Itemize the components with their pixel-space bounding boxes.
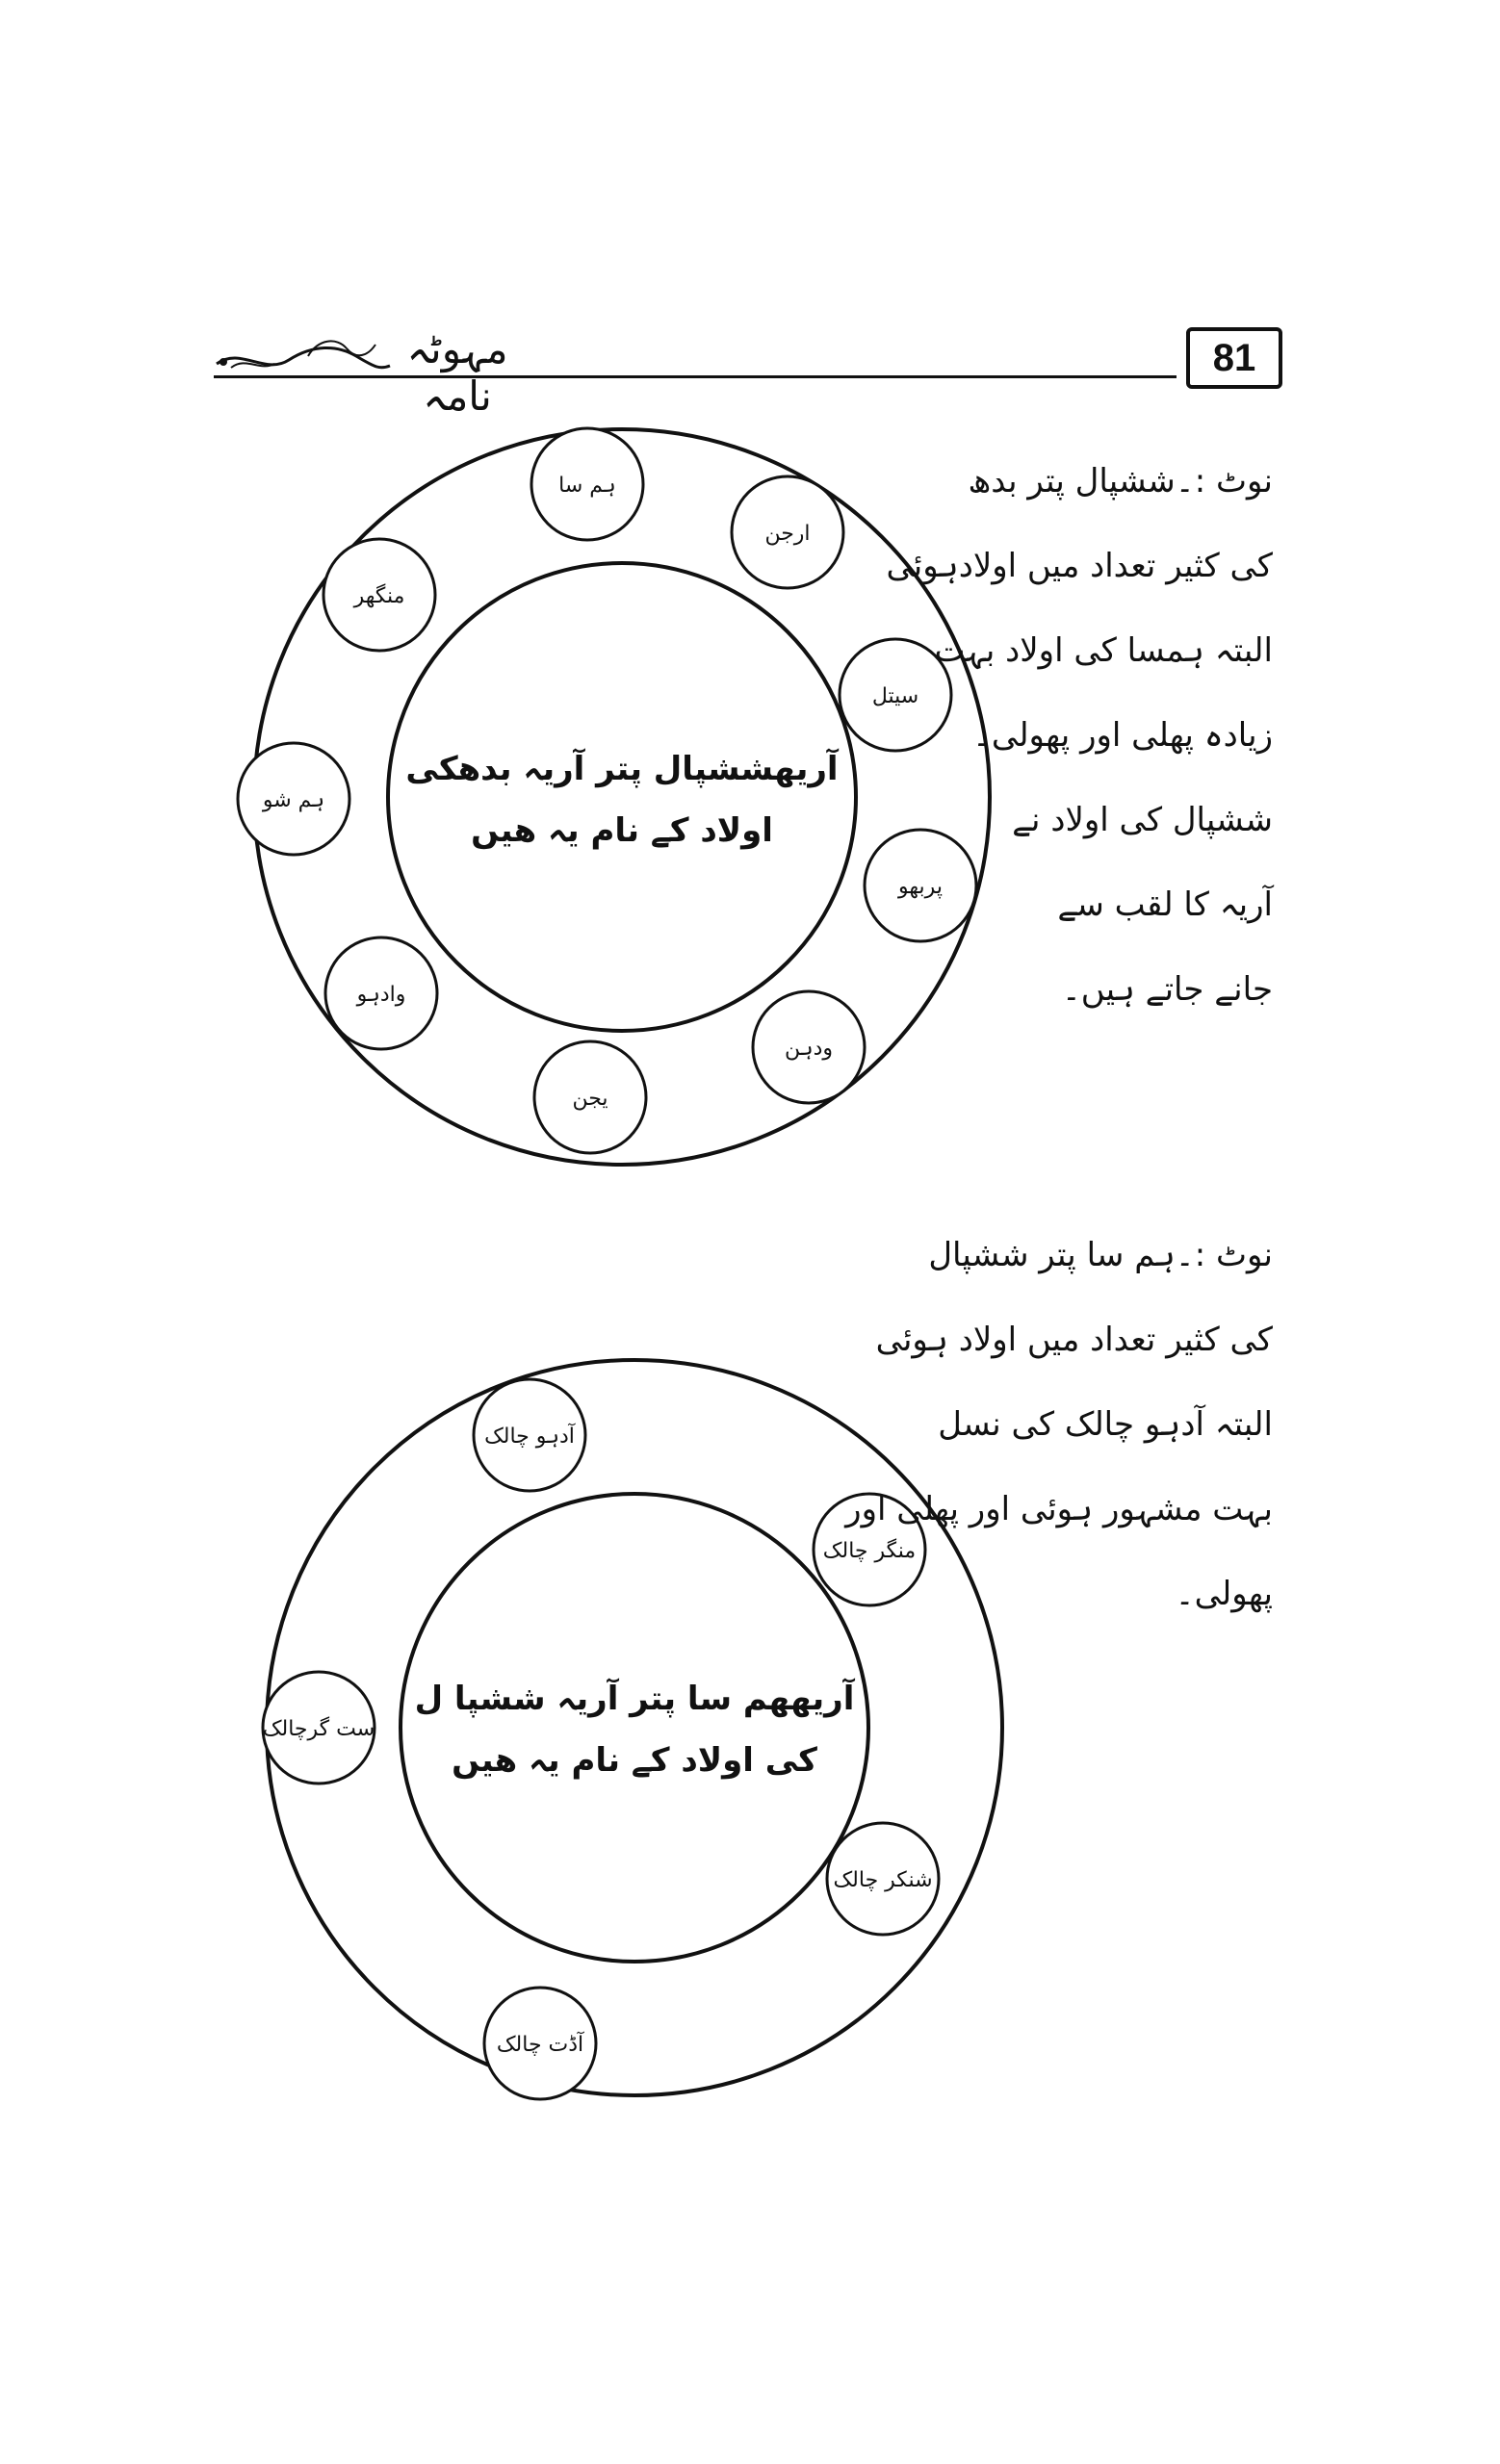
diagram1-name-node: [753, 991, 865, 1103]
diagram2-name-node: [484, 1988, 596, 2099]
diagram1-name-label: وادہو: [356, 983, 406, 1007]
diagram1-name-label: سیتل: [871, 684, 919, 708]
diagram1-center-line-1: آریھششپال پتر آریہ بدھکی: [405, 750, 839, 788]
diagram1-center-line-2: اولاد کے نام یہ ھیں: [471, 811, 773, 850]
note1-line: جانے جاتے ہیں۔: [1061, 970, 1273, 1009]
diagram2-name-label: آدہو چالک: [484, 1424, 575, 1449]
diagram2-name-label: شنکر چالک: [833, 1868, 933, 1892]
note1-line: ششپال کی اولاد نے: [1012, 801, 1273, 839]
diagram1-name-label: پربھو: [898, 875, 943, 899]
diagram1-name-label: منگھر: [353, 584, 405, 608]
diagram1-name-node: [325, 937, 437, 1049]
diagram1-name-label: ہم شو: [262, 788, 325, 812]
diagram1-name-node: [732, 476, 843, 588]
note2-line: البتہ آدہو چالک کی نسل: [938, 1405, 1273, 1444]
diagram1-name-node: [238, 743, 349, 855]
note2-line: بہت مشہور ہوئی اور پھلی اور: [845, 1490, 1273, 1528]
diagram1-name-label: ارجن: [764, 522, 811, 546]
diagram2-name-node: [827, 1823, 939, 1935]
note2-line: کی کثیر تعداد میں اولاد ہوئی: [875, 1321, 1273, 1359]
note1-line: آریہ کا لقب سے: [1057, 886, 1273, 924]
diagram2-center-line-1: آریھھم سا پتر آریہ ششپا ل: [414, 1680, 855, 1718]
diagram2-name-label: آڈت چالک: [496, 2033, 584, 2057]
note1-line: کی کثیر تعداد میں اولادہوئی: [886, 547, 1273, 585]
diagram1-name-label: ودہن: [784, 1037, 834, 1061]
diagram2-inner-circle: [401, 1494, 868, 1962]
note2-line: پھولی۔: [1175, 1575, 1273, 1613]
diagram1-name-node: [531, 428, 643, 540]
diagram2-name-label: ست گرچالک: [262, 1717, 375, 1741]
note1-line: نوٹ :۔ششپال پتر بدھ: [968, 462, 1273, 500]
diagram1-name-node: [323, 539, 435, 651]
diagram1-name-label: یجن: [572, 1087, 608, 1111]
running-title: مہوٹہ نامہ: [406, 325, 508, 420]
diagram1-name-node: [534, 1041, 646, 1153]
diagram2-name-node: [474, 1379, 585, 1491]
diagram1-name-label: ہم سا: [558, 474, 616, 498]
note1-line: البتہ ہمسا کی اولاد بہت: [934, 631, 1273, 670]
note1-line: زیادہ پھلی اور پھولی۔: [971, 716, 1273, 755]
diagram2-center-line-2: کی اولاد کے نام یہ ھیں: [452, 1741, 817, 1780]
note2-line: نوٹ :۔ہم سا پتر ششپال: [928, 1236, 1273, 1274]
diagram2-name-label: منگر چالک: [822, 1539, 917, 1563]
diagram1-inner-circle: [388, 563, 856, 1031]
page-number: 81: [1212, 336, 1256, 379]
diagram2-name-node: [263, 1672, 375, 1784]
